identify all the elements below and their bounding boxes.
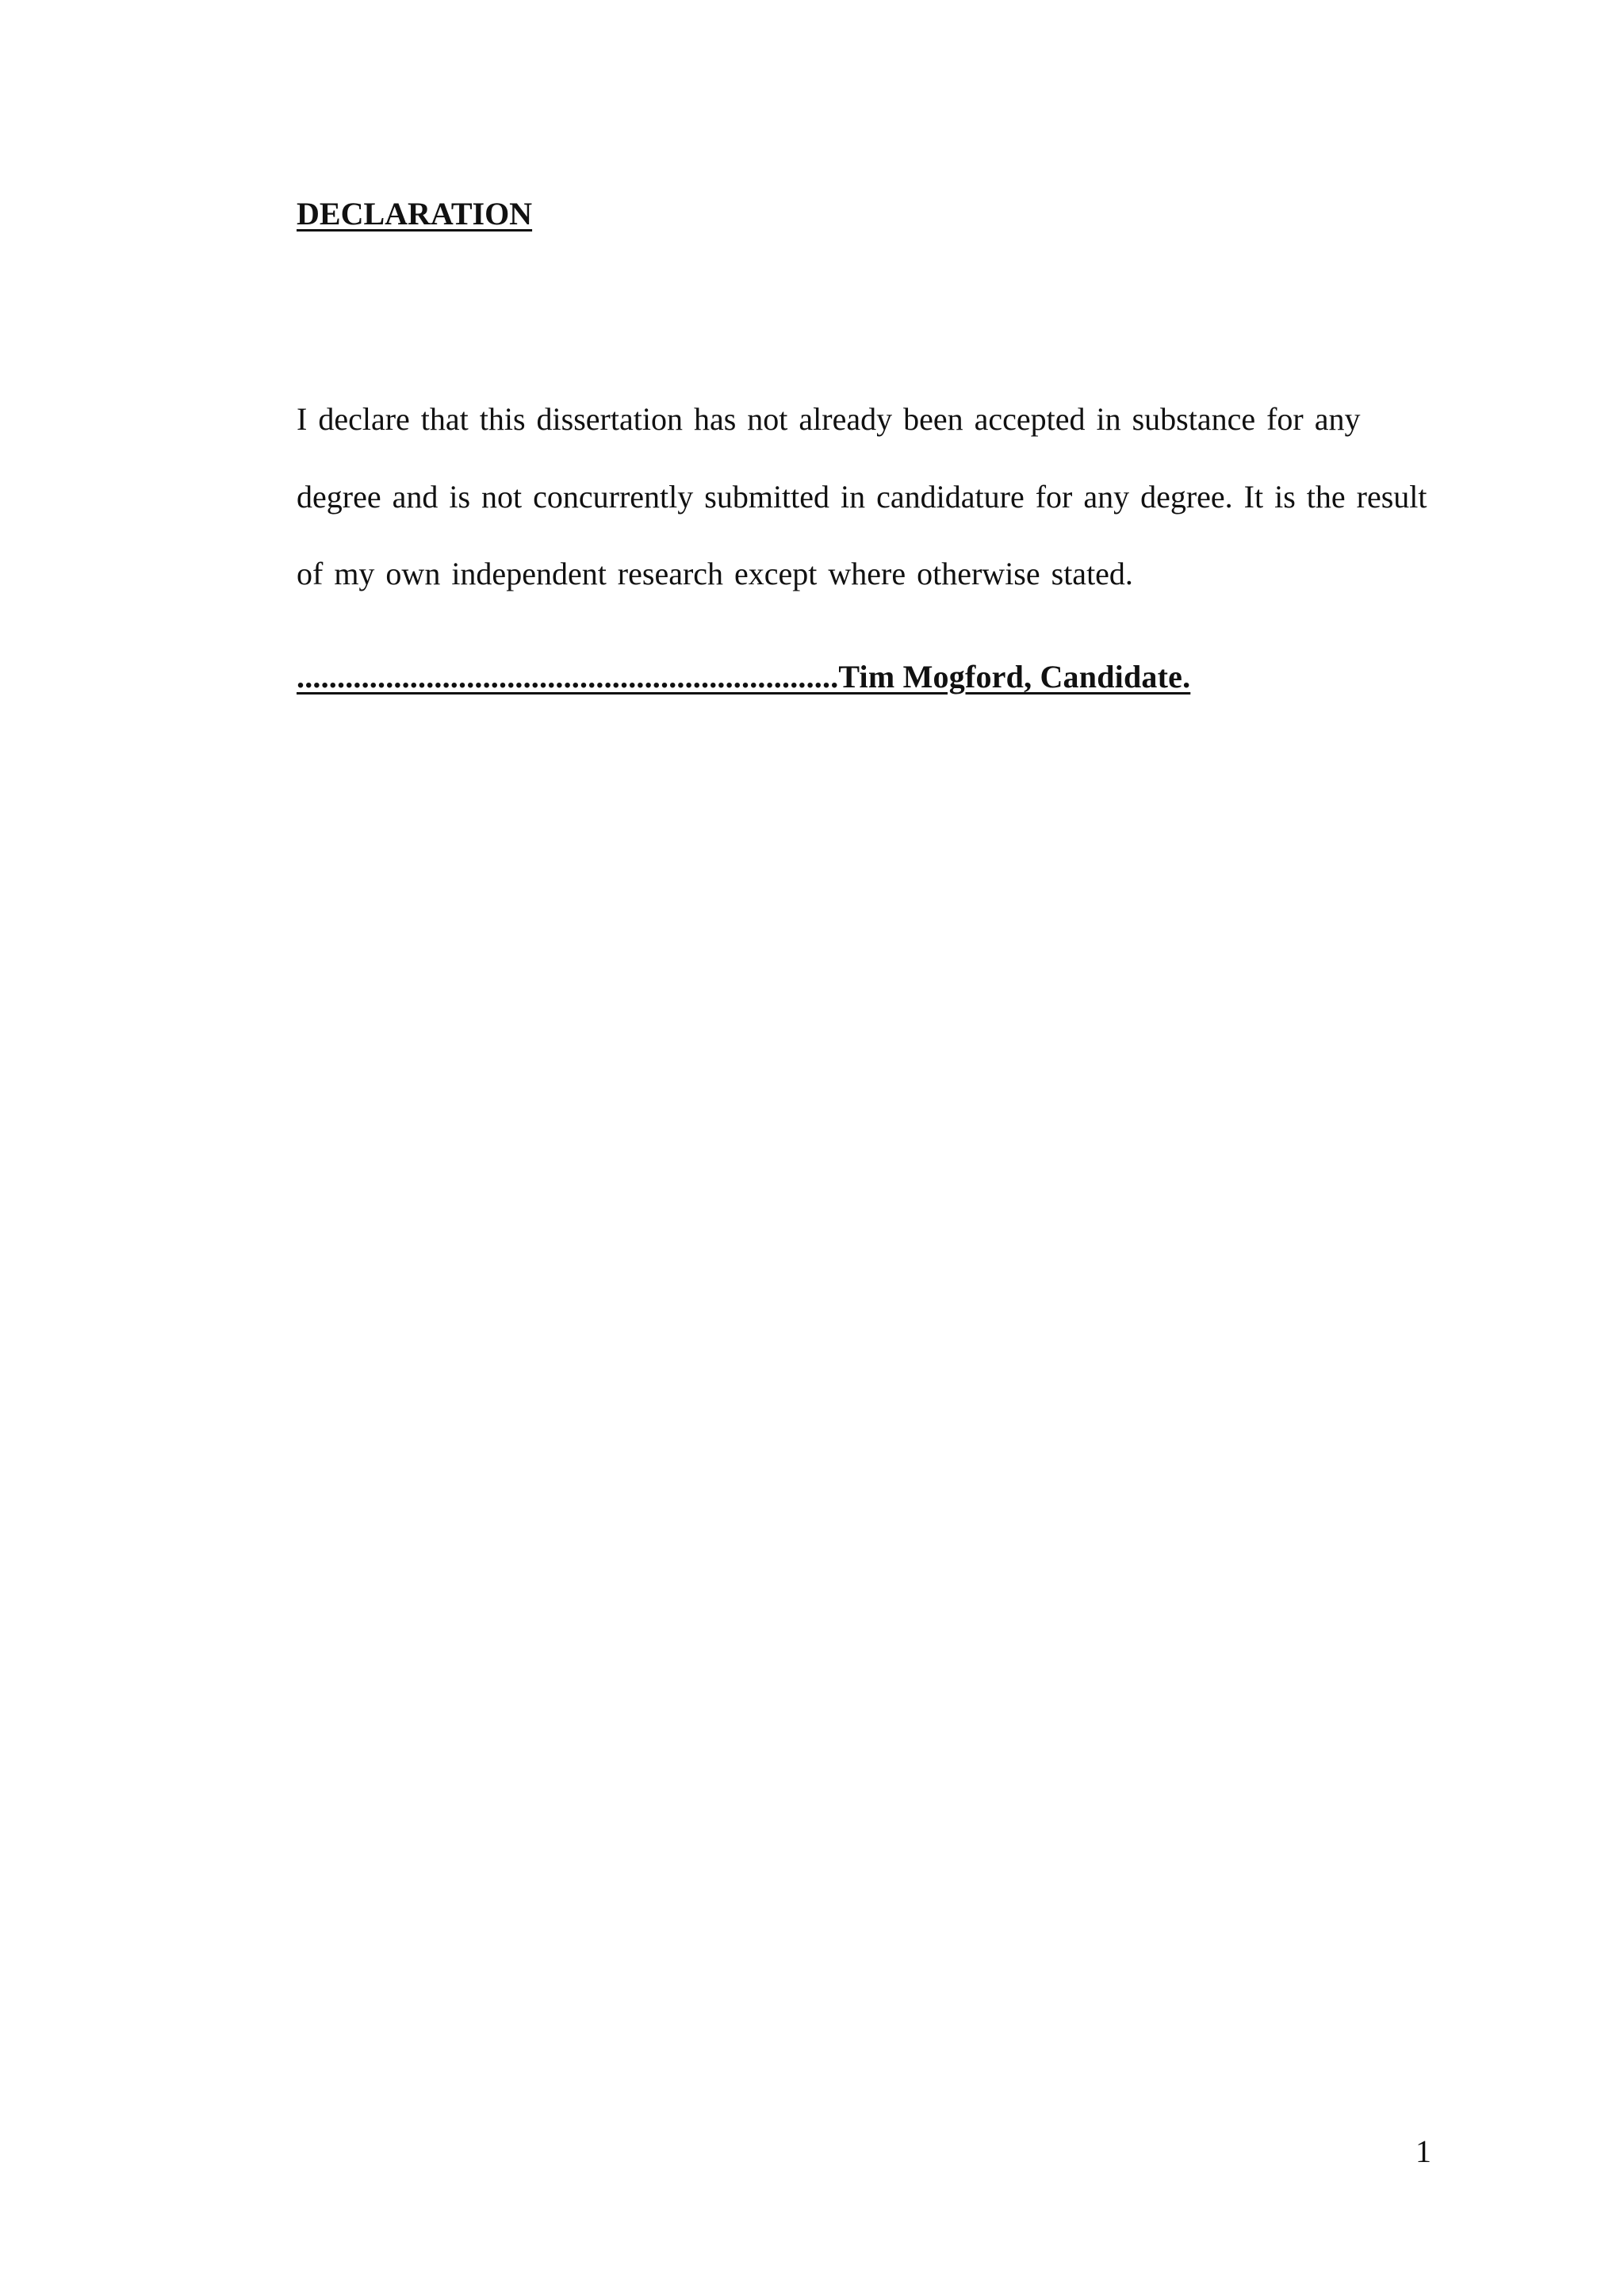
paragraph-line: I declare that this dissertation has not already been accepted in substance for any [297, 401, 1361, 437]
signature-line: ...................................................................Tim Mogford, Candidate. [297, 659, 1191, 695]
paragraph-line: of my own independent research except where otherwise stated. [297, 556, 1133, 591]
declaration-heading: DECLARATION [297, 196, 533, 232]
page-number: 1 [1415, 2133, 1431, 2169]
paragraph-line: degree and is not concurrently submitted in candidature for any degree. It is the result [297, 479, 1427, 515]
